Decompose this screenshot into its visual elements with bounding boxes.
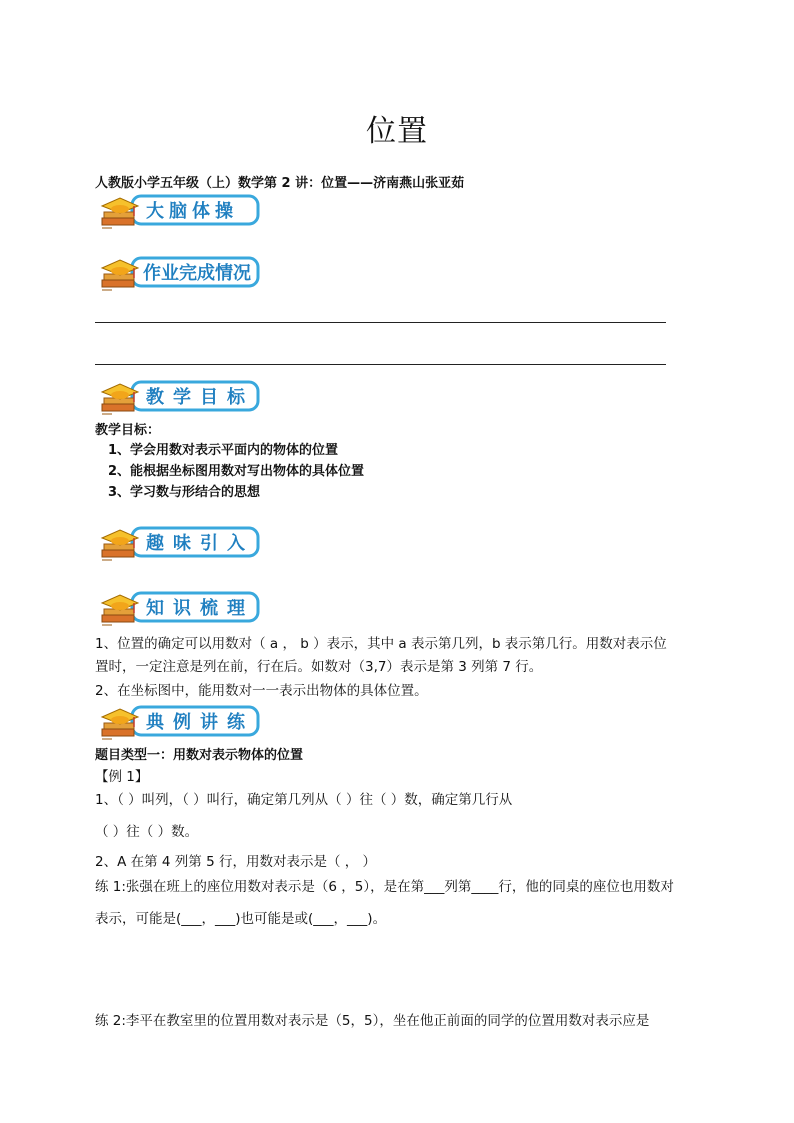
section-title-homework: 作业完成情况 [143, 263, 251, 284]
section-banner-brain [98, 192, 273, 232]
answer-line [95, 322, 666, 323]
section-banner-knowledge [98, 589, 273, 629]
section-banner-homework [98, 254, 273, 294]
section-banner-examples [98, 703, 273, 743]
answer-line [95, 364, 666, 365]
goal-item: 3、学习数与形结合的思想 [108, 485, 261, 500]
section-banner-intro [98, 524, 273, 564]
section-title-brain: 大脑体操 [146, 201, 238, 222]
section-title-goals: 教学目标 [146, 387, 254, 408]
exercise-text: 练 1:张强在班上的座位用数对表示是（6 ，5），是在第___列第____行，他的同桌的座位也用数对 [95, 879, 674, 895]
knowledge-paragraph: 2、在坐标图中，能用数对一一表示出物体的具体位置。 [95, 683, 428, 699]
question-text: 1、（ ）叫列，（ ）叫行，确定第几列从（ ）往（ ）数，确定第几行从 [95, 792, 513, 808]
section-title-intro: 趣味引入 [146, 533, 254, 554]
knowledge-paragraph: 置时，一定注意是列在前，行在后。如数对（3,7）表示是第 3 列第 7 行。 [95, 659, 543, 675]
goal-item: 1、学会用数对表示平面内的物体的位置 [108, 443, 339, 458]
question-text: 2、A 在第 4 列第 5 行，用数对表示是（ ， ） [95, 854, 377, 870]
page-title: 位置 [366, 114, 428, 149]
question-type-heading: 题目类型一：用数对表示物体的位置 [95, 748, 304, 763]
goal-item: 2、能根据坐标图用数对写出物体的具体位置 [108, 464, 365, 479]
example-label: 【例 1】 [95, 769, 149, 785]
exercise-text: 练 2:李平在教室里的位置用数对表示是（5，5），坐在他正前面的同学的位置用数对表示应是 [95, 1013, 650, 1029]
question-text: （ ）往（ ）数。 [95, 824, 199, 840]
goals-heading: 教学目标： [95, 423, 161, 438]
lesson-subtitle: 人教版小学五年级（上）数学第 2 讲：位置——济南燕山张亚茹 [95, 176, 465, 191]
section-title-examples: 典例讲练 [146, 712, 254, 733]
knowledge-paragraph: 1、位置的确定可以用数对（ a ， b ）表示，其中 a 表示第几列，b 表示第几行。用数对表示位 [95, 636, 667, 652]
section-title-knowledge: 知识梳理 [146, 598, 254, 619]
section-banner-goals [98, 378, 273, 418]
exercise-text: 表示，可能是(___，___)也可能是或(___，___)。 [95, 911, 387, 927]
